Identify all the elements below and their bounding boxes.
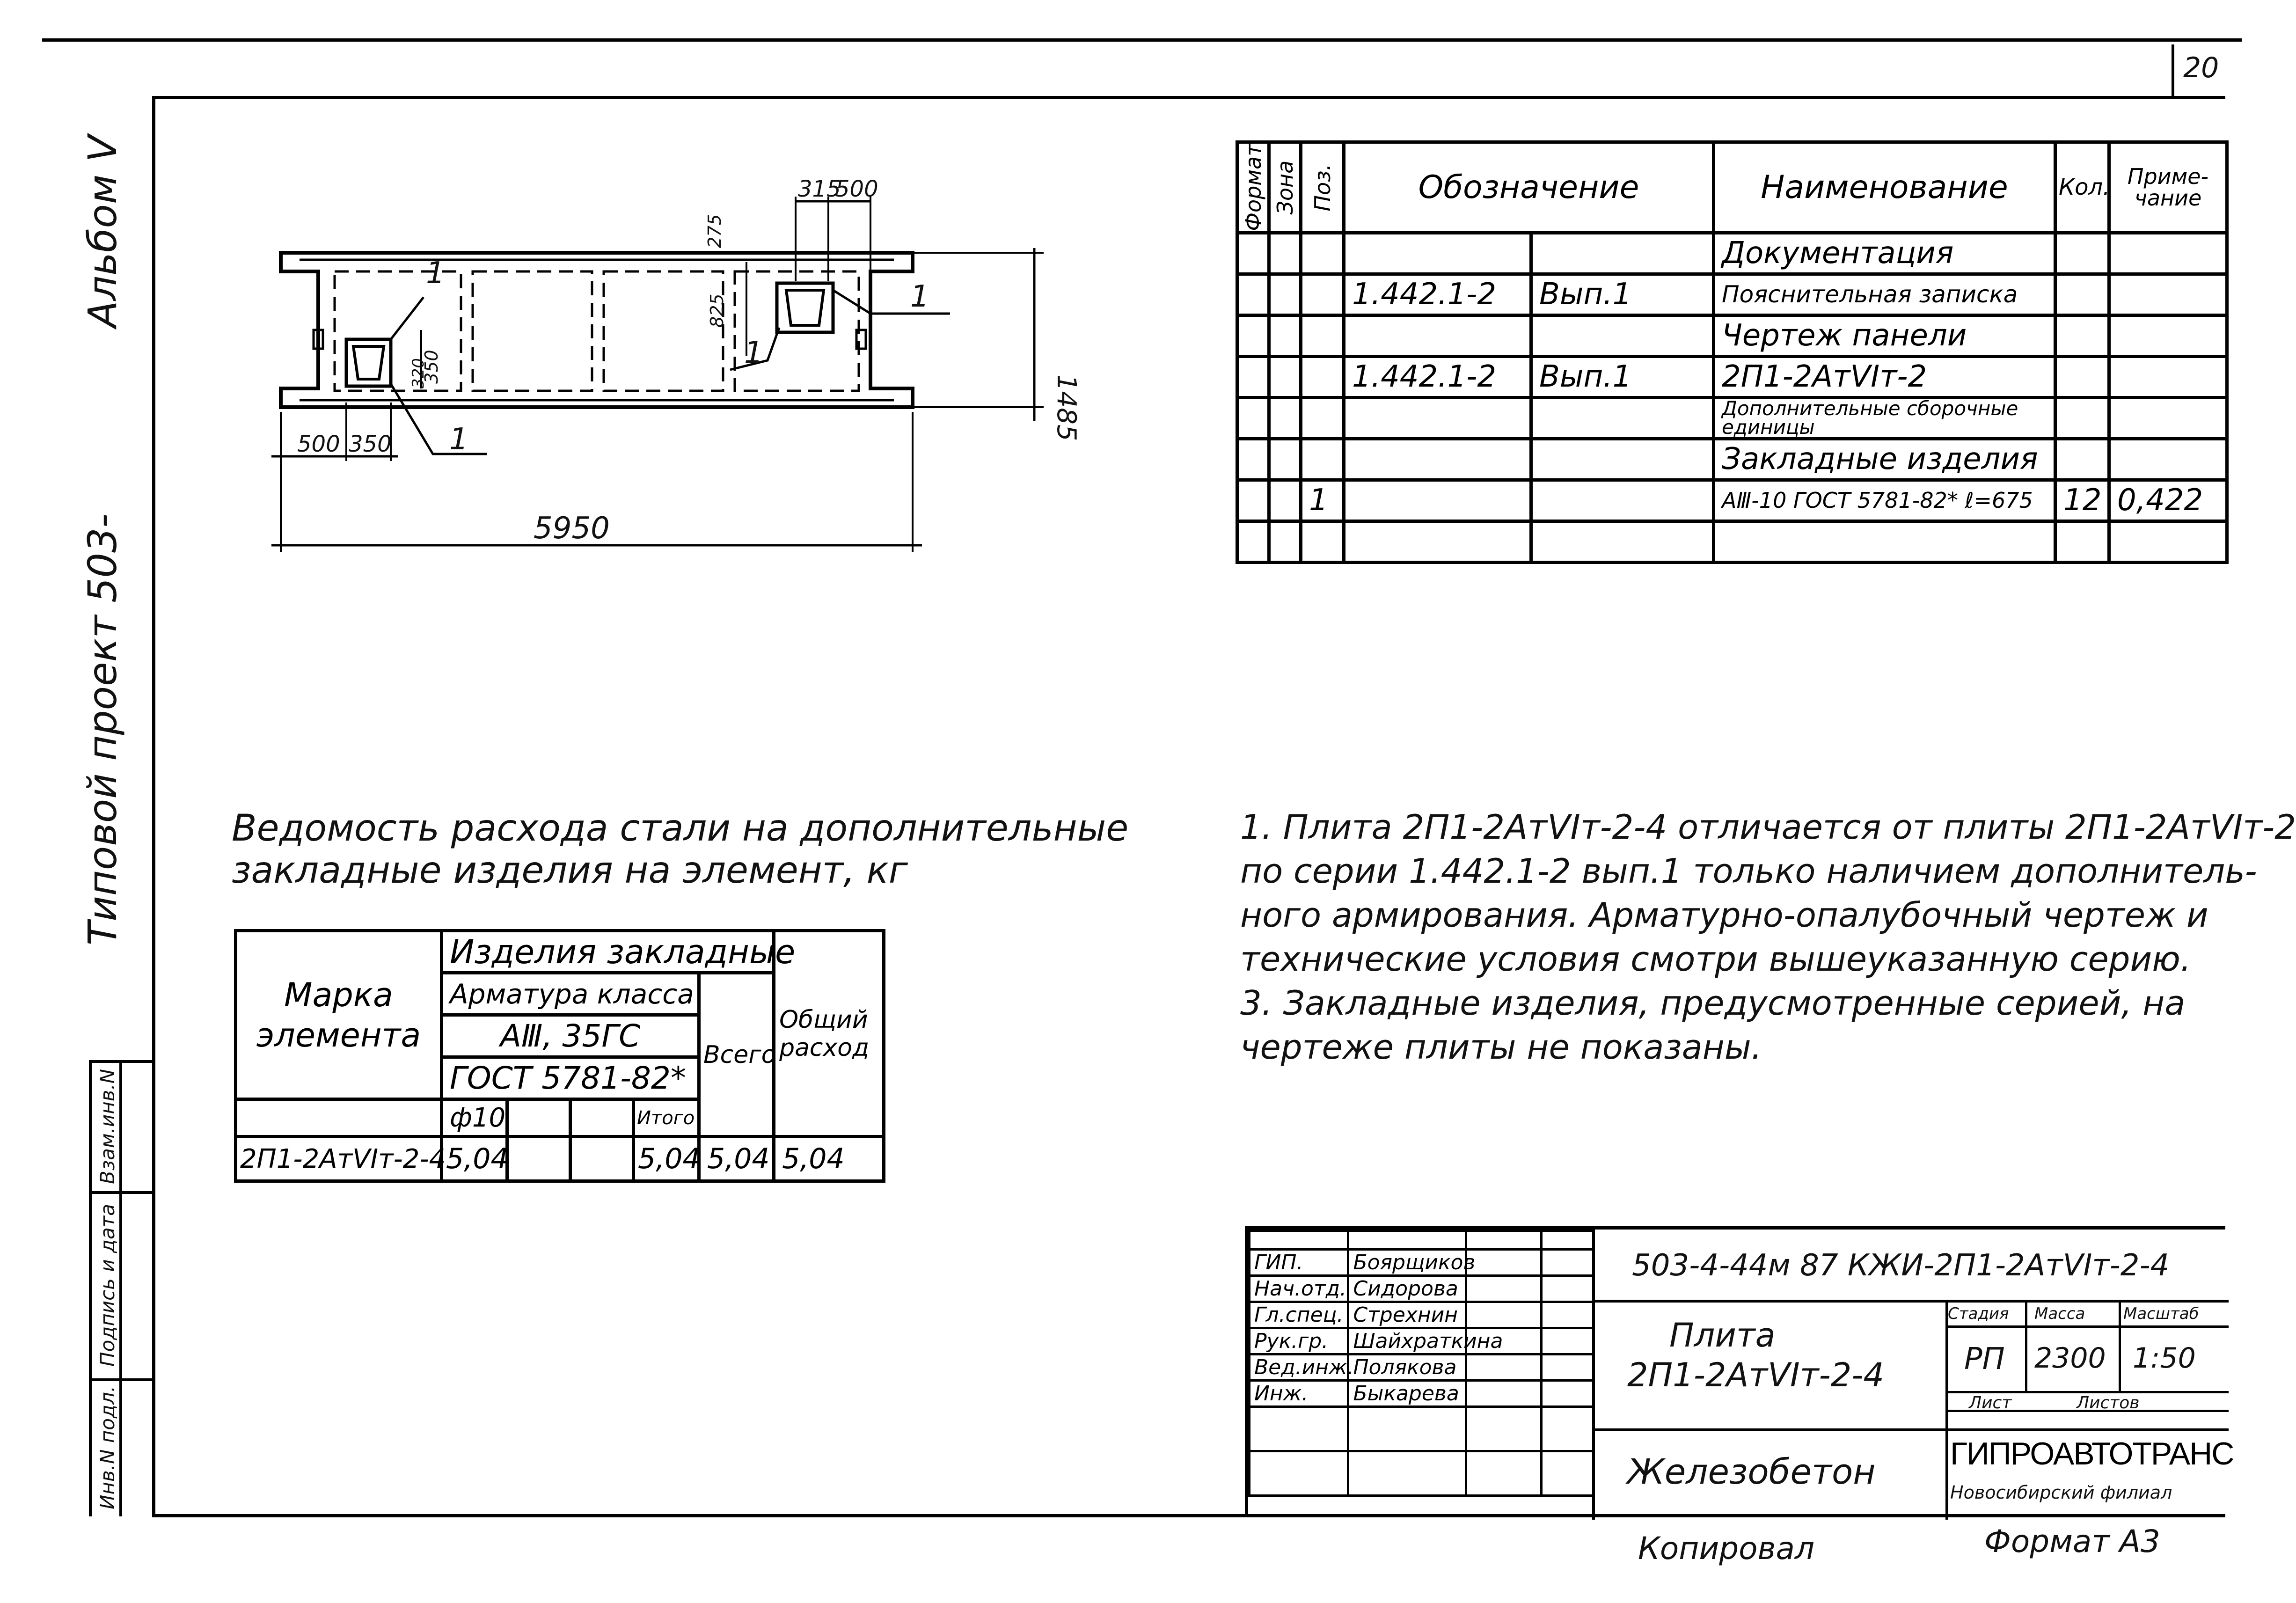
panel-outline	[281, 253, 913, 407]
role: Нач.отд.	[1250, 1276, 1348, 1302]
role: Вед.инж.	[1250, 1354, 1348, 1381]
dim-left-350: 350	[349, 431, 392, 457]
dim-overall: 5950	[534, 511, 610, 546]
sheet-number: 20	[2183, 51, 2219, 84]
steel-row-subtotal: 5,04	[634, 1137, 699, 1181]
pos-mark-1: 1	[426, 256, 445, 291]
stage-label: Стадия	[1948, 1304, 2009, 1323]
dim-height: 1485	[1051, 374, 1082, 441]
steel-rebar-class: Арматура класса	[442, 973, 699, 1015]
steel-row-mark: 2П1-2АтVIт-2-4	[236, 1137, 442, 1181]
mass-value: 2300	[2034, 1342, 2106, 1375]
header-zone: Зона	[1269, 142, 1301, 233]
notes	[1240, 805, 2296, 1069]
pos-mark-2: 1	[449, 422, 468, 457]
header-qty: Кол.	[2055, 142, 2109, 233]
product-line1: Плита	[1669, 1316, 1776, 1354]
note-line: технические условия смотри вышеуказанную серию.	[1240, 939, 2191, 979]
steel-row-total: 5,04	[699, 1137, 774, 1181]
steel-gost: ГОСТ 5781-82*	[442, 1057, 699, 1099]
spec-row	[1237, 521, 2227, 562]
spec-note: 0,422	[2109, 480, 2227, 521]
person-name: Боярщиков	[1348, 1250, 1466, 1276]
dim-top-500: 500	[835, 176, 878, 202]
spec-name: Документация	[1714, 233, 2055, 274]
dim-275: 275	[704, 214, 725, 248]
header-format: Формат	[1237, 142, 1269, 233]
spec-row	[1237, 356, 2227, 397]
header-designation: Обозначение	[1344, 142, 1714, 233]
organization-name: ГИПРОАВТОТРАНС	[1950, 1436, 2234, 1471]
header-name: Наименование	[1714, 142, 2055, 233]
album-label: Альбом V	[80, 135, 125, 328]
person-name: Шайхраткина	[1348, 1328, 1466, 1354]
spec-row	[1237, 480, 2227, 521]
signatures-table	[1248, 1230, 1594, 1497]
spec-variant: Вып.1	[1531, 274, 1714, 315]
spec-designation: 1.442.1-2	[1344, 274, 1531, 315]
note-line: 3. Закладные изделия, предусмотренные серией, на	[1240, 983, 2186, 1023]
stage-value: РП	[1964, 1342, 2005, 1376]
cell-2	[473, 271, 592, 391]
spec-row	[1237, 439, 2227, 480]
spec-row	[1237, 233, 2227, 274]
role: ГИП.	[1250, 1250, 1348, 1276]
spec-name: Пояснительная записка	[1714, 274, 2055, 315]
dim-top-315: 315	[798, 176, 841, 202]
project-label: Типовой проект 503-	[80, 513, 125, 945]
note-line: ного армирования. Арматурно-опалубочный чертеж и	[1240, 895, 2208, 935]
specification-table	[1236, 140, 2229, 564]
spec-name: Чертеж панели	[1714, 315, 2055, 356]
sign-date-label: Подпись и дата	[96, 1204, 119, 1367]
steel-items-header: Изделия закладные	[442, 931, 774, 973]
steel-table	[234, 929, 885, 1183]
steel-row	[236, 1137, 884, 1181]
sheets-label: Листов	[2077, 1393, 2140, 1413]
steel-mark-header: Марка элемента	[236, 931, 442, 1099]
material: Железобетон	[1627, 1452, 1876, 1492]
scale-value: 1:50	[2133, 1342, 2196, 1375]
inv-orig-label: Инв.N подл.	[96, 1385, 119, 1509]
spec-row	[1237, 315, 2227, 356]
note-line: чертеже плиты не показаны.	[1240, 1027, 1762, 1067]
steel-overall-header: Общий расход	[774, 931, 884, 1137]
role: Рук.гр.	[1250, 1328, 1348, 1354]
steel-row-d10: 5,04	[442, 1137, 507, 1181]
role: Инж.	[1250, 1381, 1348, 1407]
cell-3	[604, 271, 723, 391]
spec-name: АⅢ-10 ГОСТ 5781-82* ℓ=675	[1714, 480, 2055, 521]
organization-branch: Новосибирский филиал	[1950, 1482, 2172, 1503]
steel-grade: АⅢ, 35ГС	[442, 1015, 699, 1057]
steel-row-overall: 5,04	[774, 1137, 884, 1181]
note-line: 1. Плита 2П1-2АтVIт-2-4 отличается от плиты 2П1-2АтVIт-2	[1240, 807, 2296, 847]
spec-row	[1237, 274, 2227, 315]
dim-320: 320	[409, 358, 428, 388]
steel-subtotal-header: Итого	[634, 1099, 699, 1137]
spec-header-row	[1237, 142, 2227, 233]
pos-mark-4: 1	[744, 336, 763, 370]
person-name: Полякова	[1348, 1354, 1466, 1381]
spec-pos: 1	[1301, 480, 1344, 521]
vzam-label: Взам.инв.N	[96, 1069, 119, 1184]
spec-variant: Вып.1	[1531, 356, 1714, 397]
spec-name: Дополнительные сборочные единицы	[1714, 397, 2055, 439]
steel-title-line2: закладные изделия на элемент, кг	[232, 849, 908, 892]
dim-825: 825	[707, 293, 727, 328]
title-block	[1245, 1226, 2234, 1516]
spec-qty: 12	[2055, 480, 2109, 521]
steel-title-line1: Ведомость расхода стали на дополнительные	[232, 807, 1129, 849]
spec-row	[1237, 397, 2227, 439]
person-name: Стрехнин	[1348, 1302, 1466, 1328]
sheet-label: Лист	[1969, 1393, 2012, 1413]
header-note: Приме-чание	[2109, 142, 2227, 233]
pos-mark-3: 1	[910, 279, 929, 314]
spec-name: 2П1-2АтVIт-2	[1714, 356, 2055, 397]
note-line: по серии 1.442.1-2 вып.1 только наличием дополнитель-	[1240, 851, 2257, 891]
product-line2: 2П1-2АтVIт-2-4	[1627, 1356, 1885, 1394]
sheet-format: Формат А3	[1984, 1523, 2160, 1559]
dim-350: 350	[421, 350, 442, 384]
dim-left-500: 500	[297, 431, 340, 457]
header-pos: Поз.	[1301, 142, 1344, 233]
spec-designation: 1.442.1-2	[1344, 356, 1531, 397]
role: Гл.спец.	[1250, 1302, 1348, 1328]
copied-by: Копировал	[1638, 1530, 1815, 1566]
steel-d10-header: ф10	[442, 1099, 507, 1137]
drawing-code: 503-4-44м 87 КЖИ-2П1-2АтVIт-2-4	[1632, 1248, 2170, 1283]
steel-total-header: Всего	[699, 973, 774, 1137]
spec-name: Закладные изделия	[1714, 439, 2055, 480]
person-name: Сидорова	[1348, 1276, 1466, 1302]
scale-label: Масштаб	[2123, 1304, 2199, 1323]
mass-label: Масса	[2034, 1304, 2085, 1323]
person-name: Быкарева	[1348, 1381, 1466, 1407]
